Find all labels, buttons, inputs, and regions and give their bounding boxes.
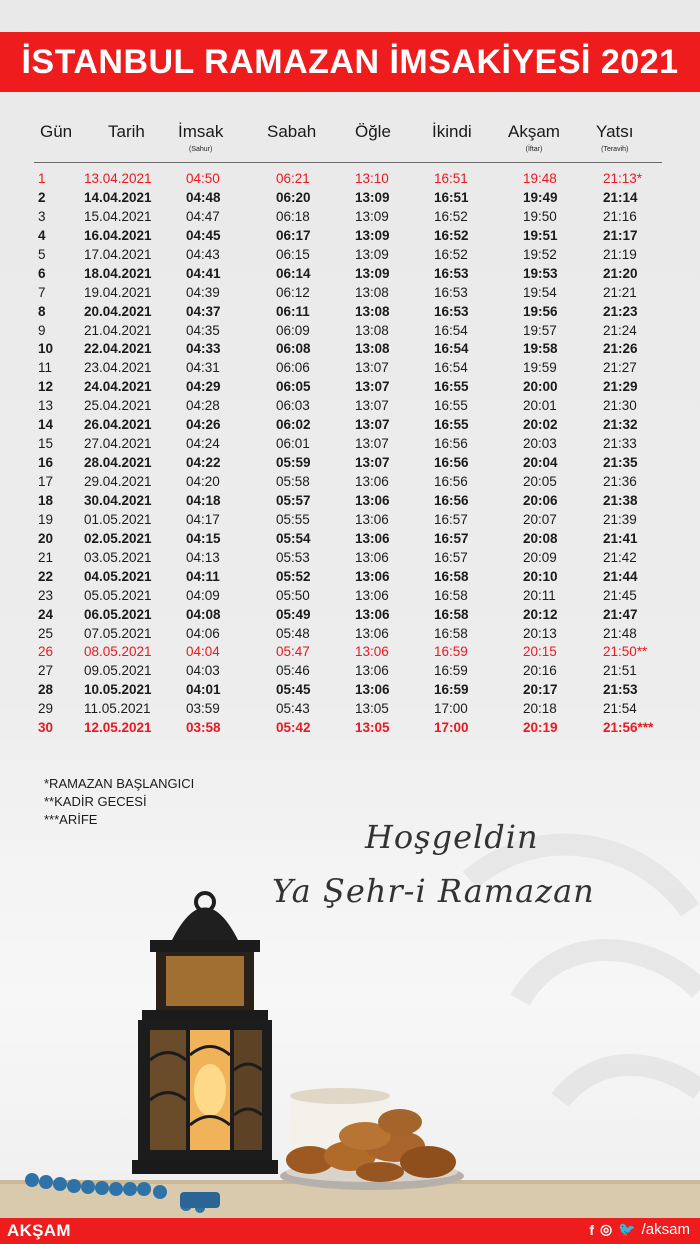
table-row xyxy=(0,587,700,606)
cell-ikindi: 16:58 xyxy=(434,606,469,622)
table-row xyxy=(0,643,700,662)
cell-day: 20 xyxy=(38,530,54,546)
cell-ogle: 13:08 xyxy=(355,303,390,319)
cell-ikindi: 16:58 xyxy=(434,625,468,641)
column-header-imsak: İmsak (Sahur) xyxy=(178,122,224,153)
cell-ogle: 13:06 xyxy=(355,606,390,622)
cell-aksam: 20:10 xyxy=(523,568,558,584)
table-row xyxy=(0,246,700,265)
cell-yatsi: 21:45 xyxy=(603,587,637,603)
cell-imsak: 04:31 xyxy=(186,360,220,376)
cell-sabah: 05:47 xyxy=(276,644,310,660)
cell-ogle: 13:06 xyxy=(355,568,390,584)
cell-sabah: 06:06 xyxy=(276,360,310,376)
cell-ogle: 13:06 xyxy=(355,587,389,603)
cell-yatsi: 21:36 xyxy=(603,474,637,489)
cell-imsak: 04:13 xyxy=(186,549,220,565)
cell-ikindi: 16:59 xyxy=(434,682,469,698)
cell-aksam: 20:13 xyxy=(523,625,557,641)
cell-yatsi: 21:53 xyxy=(603,682,638,698)
cell-date: 09.05.2021 xyxy=(84,663,152,679)
cell-day: 5 xyxy=(38,246,46,262)
table-row xyxy=(0,700,700,719)
cell-ogle: 13:07 xyxy=(355,417,390,433)
cell-sabah: 05:43 xyxy=(276,701,310,717)
cell-imsak: 04:11 xyxy=(186,568,220,584)
cell-imsak: 04:22 xyxy=(186,455,221,471)
table-row xyxy=(0,681,700,700)
cell-day: 27 xyxy=(38,663,54,679)
cell-ikindi: 16:54 xyxy=(434,322,468,338)
cell-imsak: 04:41 xyxy=(186,265,221,281)
cell-yatsi: 21:26 xyxy=(603,341,638,357)
cell-aksam: 19:58 xyxy=(523,341,558,357)
cell-sabah: 06:20 xyxy=(276,189,311,205)
cell-imsak: 04:18 xyxy=(186,492,221,508)
cell-yatsi: 21:44 xyxy=(603,568,638,584)
cell-ogle: 13:09 xyxy=(355,246,389,262)
cell-day: 29 xyxy=(38,701,54,717)
table-row xyxy=(0,227,700,246)
footer-bar xyxy=(0,1218,700,1244)
footnote-kadir: **KADİR GECESİ xyxy=(44,794,147,809)
cell-date: 01.05.2021 xyxy=(84,511,152,527)
cell-aksam: 20:06 xyxy=(523,492,558,508)
table-row xyxy=(0,170,700,189)
cell-date: 05.05.2021 xyxy=(84,587,152,603)
cell-imsak: 04:50 xyxy=(186,171,220,186)
cell-aksam: 19:50 xyxy=(523,208,557,224)
cell-imsak: 04:06 xyxy=(186,625,220,641)
cell-aksam: 19:51 xyxy=(523,227,558,243)
cell-date: 14.04.2021 xyxy=(84,189,152,205)
table-row xyxy=(0,303,700,322)
table-row xyxy=(0,359,700,378)
cell-day: 11 xyxy=(38,360,53,376)
cell-ogle: 13:06 xyxy=(355,549,389,565)
table-row xyxy=(0,492,700,511)
cell-aksam: 20:05 xyxy=(523,474,557,489)
column-header-gun: Gün xyxy=(40,122,73,141)
cell-ikindi: 16:52 xyxy=(434,208,468,224)
cell-sabah: 06:01 xyxy=(276,436,310,452)
instagram-icon[interactable]: ◎ xyxy=(599,1221,613,1237)
cell-ikindi: 16:51 xyxy=(434,189,469,205)
cell-date: 27.04.2021 xyxy=(84,436,152,452)
cell-aksam: 19:59 xyxy=(523,360,557,376)
cell-imsak: 04:09 xyxy=(186,587,220,603)
cell-day: 9 xyxy=(38,322,46,338)
cell-ikindi: 17:00 xyxy=(434,720,469,736)
cell-sabah: 05:49 xyxy=(276,606,311,622)
cell-aksam: 20:02 xyxy=(523,417,558,433)
cell-ogle: 13:07 xyxy=(355,360,389,376)
cell-sabah: 06:12 xyxy=(276,284,310,300)
cell-imsak: 04:35 xyxy=(186,322,220,338)
footnotes xyxy=(44,775,194,829)
cell-sabah: 06:08 xyxy=(276,341,311,357)
cell-day: 17 xyxy=(38,474,54,489)
table-row xyxy=(0,416,700,435)
cell-ikindi: 16:54 xyxy=(434,360,468,376)
cell-yatsi: 21:54 xyxy=(603,701,637,717)
cell-sabah: 06:02 xyxy=(276,417,311,433)
cell-date: 23.04.2021 xyxy=(84,360,152,376)
cell-sabah: 05:54 xyxy=(276,530,311,546)
table-row xyxy=(0,625,700,644)
cell-ikindi: 16:57 xyxy=(434,530,469,546)
cell-ogle: 13:08 xyxy=(355,284,389,300)
cell-ikindi: 16:51 xyxy=(434,171,468,186)
cell-ikindi: 16:55 xyxy=(434,398,468,414)
cell-yatsi: 21:48 xyxy=(603,625,637,641)
cell-date: 17.04.2021 xyxy=(84,246,152,262)
lantern-icon xyxy=(132,893,278,1174)
table-row xyxy=(0,265,700,284)
cell-ogle: 13:05 xyxy=(355,701,389,717)
brand-logo[interactable]: AKŞAM xyxy=(7,1221,71,1240)
cell-day: 3 xyxy=(38,208,46,224)
cell-yatsi: 21:47 xyxy=(603,606,638,622)
cell-imsak: 04:17 xyxy=(186,511,220,527)
table-row xyxy=(0,473,700,492)
cell-aksam: 20:11 xyxy=(523,587,556,603)
cell-ogle: 13:07 xyxy=(355,398,389,414)
cell-day: 7 xyxy=(38,284,46,300)
cell-ogle: 13:09 xyxy=(355,227,390,243)
cell-day: 10 xyxy=(38,341,54,357)
cell-imsak: 04:28 xyxy=(186,398,220,414)
cell-aksam: 20:08 xyxy=(523,530,558,546)
cell-aksam: 19:57 xyxy=(523,322,557,338)
table-row xyxy=(0,208,700,227)
cell-ogle: 13:07 xyxy=(355,455,390,471)
cell-yatsi: 21:14 xyxy=(603,189,638,205)
cell-aksam: 20:00 xyxy=(523,379,558,395)
cell-date: 08.05.2021 xyxy=(84,644,152,660)
cell-day: 4 xyxy=(38,227,46,243)
cell-day: 8 xyxy=(38,303,46,319)
cell-yatsi: 21:19 xyxy=(603,246,637,262)
cell-imsak: 04:01 xyxy=(186,682,221,698)
cell-day: 6 xyxy=(38,265,46,281)
cell-date: 04.05.2021 xyxy=(84,568,152,584)
cell-date: 26.04.2021 xyxy=(84,417,152,433)
cell-yatsi: 21:33 xyxy=(603,436,637,452)
cell-ogle: 13:06 xyxy=(355,625,389,641)
cell-imsak: 04:15 xyxy=(186,530,221,546)
cell-aksam: 20:17 xyxy=(523,682,558,698)
cell-sabah: 05:48 xyxy=(276,625,310,641)
cell-aksam: 20:04 xyxy=(523,455,558,471)
cell-sabah: 05:45 xyxy=(276,682,311,698)
schedule-table-body xyxy=(0,170,700,738)
cell-day: 18 xyxy=(38,492,54,508)
cell-day: 28 xyxy=(38,682,54,698)
column-header-aksam: Akşam (İftar) xyxy=(508,122,560,153)
cell-aksam: 19:49 xyxy=(523,189,558,205)
cell-imsak: 03:58 xyxy=(186,720,221,736)
cell-date: 21.04.2021 xyxy=(84,322,152,338)
header-divider xyxy=(34,162,662,163)
table-header xyxy=(0,116,700,162)
cell-date: 02.05.2021 xyxy=(84,530,152,546)
greeting-line-1: Hoşgeldin xyxy=(365,818,539,856)
cell-date: 18.04.2021 xyxy=(84,265,152,281)
cell-sabah: 06:09 xyxy=(276,322,310,338)
cell-aksam: 19:53 xyxy=(523,265,558,281)
cell-sabah: 05:52 xyxy=(276,568,311,584)
cell-ikindi: 16:56 xyxy=(434,436,468,452)
cell-aksam: 19:54 xyxy=(523,284,557,300)
cell-ogle: 13:06 xyxy=(355,511,389,527)
cell-ogle: 13:06 xyxy=(355,530,390,546)
cell-day: 1 xyxy=(38,171,46,186)
twitter-icon[interactable]: 🐦 xyxy=(618,1221,636,1237)
column-header-ogle: Öğle xyxy=(355,122,391,141)
cell-ikindi: 16:55 xyxy=(434,379,469,395)
column-header-tarih: Tarih xyxy=(108,122,145,141)
cell-day: 22 xyxy=(38,568,54,584)
social-links xyxy=(589,1221,690,1238)
cell-ogle: 13:06 xyxy=(355,644,389,660)
cell-yatsi: 21:21 xyxy=(603,284,637,300)
cell-day: 21 xyxy=(38,549,54,565)
cell-date: 06.05.2021 xyxy=(84,606,152,622)
cell-ikindi: 17:00 xyxy=(434,701,468,717)
cell-yatsi: 21:56*** xyxy=(603,720,654,736)
cell-ikindi: 16:55 xyxy=(434,417,469,433)
table-row xyxy=(0,511,700,530)
table-row xyxy=(0,454,700,473)
cell-sabah: 06:21 xyxy=(276,171,310,186)
cell-yatsi: 21:50** xyxy=(603,644,648,660)
cell-aksam: 20:15 xyxy=(523,644,557,660)
cell-aksam: 20:19 xyxy=(523,720,558,736)
cell-aksam: 20:18 xyxy=(523,701,557,717)
cell-aksam: 20:03 xyxy=(523,436,557,452)
cell-ogle: 13:05 xyxy=(355,720,390,736)
cell-date: 24.04.2021 xyxy=(84,379,152,395)
cell-yatsi: 21:13* xyxy=(603,171,643,186)
cell-imsak: 04:03 xyxy=(186,663,220,679)
cell-yatsi: 21:39 xyxy=(603,511,637,527)
table-row xyxy=(0,530,700,549)
cell-yatsi: 21:38 xyxy=(603,492,638,508)
cell-day: 14 xyxy=(38,417,54,433)
cell-ogle: 13:06 xyxy=(355,492,390,508)
table-row xyxy=(0,340,700,359)
footnote-arife: ***ARİFE xyxy=(44,812,98,827)
cell-sabah: 05:57 xyxy=(276,492,311,508)
table-row xyxy=(0,435,700,454)
cell-date: 29.04.2021 xyxy=(84,474,152,489)
cell-date: 10.05.2021 xyxy=(84,682,152,698)
cell-date: 13.04.2021 xyxy=(84,171,152,186)
cell-date: 03.05.2021 xyxy=(84,549,152,565)
cell-ikindi: 16:52 xyxy=(434,246,468,262)
cell-imsak: 04:45 xyxy=(186,227,221,243)
column-header-yatsi: Yatsı (Teravih) xyxy=(596,122,634,153)
cell-yatsi: 21:17 xyxy=(603,227,638,243)
cell-aksam: 19:56 xyxy=(523,303,558,319)
cell-ikindi: 16:56 xyxy=(434,492,469,508)
cell-ikindi: 16:53 xyxy=(434,284,468,300)
column-header-ikindi: İkindi xyxy=(432,122,472,141)
cell-imsak: 04:43 xyxy=(186,246,220,262)
cell-aksam: 20:07 xyxy=(523,511,557,527)
cell-date: 11.05.2021 xyxy=(84,701,151,717)
table-row xyxy=(0,606,700,625)
table-row xyxy=(0,378,700,397)
table-row xyxy=(0,568,700,587)
cell-ikindi: 16:52 xyxy=(434,227,469,243)
cell-ogle: 13:06 xyxy=(355,663,389,679)
cell-ogle: 13:07 xyxy=(355,379,390,395)
cell-ikindi: 16:59 xyxy=(434,663,468,679)
cell-imsak: 04:08 xyxy=(186,606,221,622)
cell-ikindi: 16:53 xyxy=(434,303,469,319)
cell-imsak: 04:29 xyxy=(186,379,221,395)
cell-sabah: 05:50 xyxy=(276,587,310,603)
cell-aksam: 19:52 xyxy=(523,246,557,262)
cell-ogle: 13:06 xyxy=(355,682,390,698)
cell-sabah: 05:46 xyxy=(276,663,310,679)
cell-yatsi: 21:16 xyxy=(603,208,637,224)
cell-sabah: 05:58 xyxy=(276,474,310,489)
cell-date: 16.04.2021 xyxy=(84,227,152,243)
cell-imsak: 04:47 xyxy=(186,208,220,224)
cell-ikindi: 16:57 xyxy=(434,549,468,565)
cell-ogle: 13:08 xyxy=(355,322,389,338)
cell-imsak: 04:48 xyxy=(186,189,221,205)
cell-yatsi: 21:27 xyxy=(603,360,637,376)
cell-sabah: 06:11 xyxy=(276,303,310,319)
cell-day: 25 xyxy=(38,625,54,641)
cell-ikindi: 16:58 xyxy=(434,587,468,603)
cell-aksam: 20:12 xyxy=(523,606,558,622)
cell-sabah: 05:53 xyxy=(276,549,310,565)
cell-sabah: 05:59 xyxy=(276,455,311,471)
cell-ikindi: 16:56 xyxy=(434,455,469,471)
cell-imsak: 04:33 xyxy=(186,341,221,357)
cell-yatsi: 21:23 xyxy=(603,303,638,319)
cell-date: 22.04.2021 xyxy=(84,341,152,357)
cell-ikindi: 16:58 xyxy=(434,568,469,584)
cell-imsak: 03:59 xyxy=(186,701,220,717)
cell-imsak: 04:39 xyxy=(186,284,220,300)
cell-sabah: 06:15 xyxy=(276,246,310,262)
cell-date: 30.04.2021 xyxy=(84,492,152,508)
table-row xyxy=(0,189,700,208)
cell-day: 15 xyxy=(38,436,54,452)
greeting-line-2: Ya Şehr-i Ramazan xyxy=(272,872,595,910)
cell-yatsi: 21:42 xyxy=(603,549,637,565)
cell-ikindi: 16:56 xyxy=(434,474,468,489)
cell-ogle: 13:09 xyxy=(355,208,389,224)
cell-ogle: 13:09 xyxy=(355,189,390,205)
cell-sabah: 05:55 xyxy=(276,511,310,527)
cell-ogle: 13:09 xyxy=(355,265,390,281)
cell-ikindi: 16:53 xyxy=(434,265,469,281)
cell-ikindi: 16:54 xyxy=(434,341,469,357)
cell-date: 20.04.2021 xyxy=(84,303,152,319)
cell-imsak: 04:24 xyxy=(186,436,220,452)
cell-date: 15.04.2021 xyxy=(84,208,152,224)
cell-aksam: 20:16 xyxy=(523,663,557,679)
cell-day: 19 xyxy=(38,511,54,527)
cell-yatsi: 21:24 xyxy=(603,322,637,338)
cell-sabah: 06:17 xyxy=(276,227,311,243)
cell-ogle: 13:08 xyxy=(355,341,390,357)
cell-imsak: 04:37 xyxy=(186,303,221,319)
cell-yatsi: 21:20 xyxy=(603,265,638,281)
cell-aksam: 19:48 xyxy=(523,171,557,186)
cell-date: 19.04.2021 xyxy=(84,284,152,300)
table-row xyxy=(0,322,700,341)
facebook-icon[interactable]: f xyxy=(589,1221,594,1238)
cell-ogle: 13:06 xyxy=(355,474,389,489)
cell-date: 12.05.2021 xyxy=(84,720,152,736)
cell-imsak: 04:20 xyxy=(186,474,220,489)
cell-aksam: 20:01 xyxy=(523,398,557,414)
cell-sabah: 06:14 xyxy=(276,265,311,281)
cell-sabah: 06:03 xyxy=(276,398,310,414)
cell-day: 2 xyxy=(38,189,46,205)
cell-ogle: 13:07 xyxy=(355,436,389,452)
column-header-sabah: Sabah xyxy=(267,122,317,141)
table-row xyxy=(0,284,700,303)
cell-yatsi: 21:32 xyxy=(603,417,638,433)
cell-day: 23 xyxy=(38,587,54,603)
cell-sabah: 06:18 xyxy=(276,208,310,224)
cell-ikindi: 16:59 xyxy=(434,644,468,660)
cell-imsak: 04:04 xyxy=(186,644,220,660)
cell-date: 07.05.2021 xyxy=(84,625,152,641)
cell-sabah: 06:05 xyxy=(276,379,311,395)
cell-yatsi: 21:51 xyxy=(603,663,637,679)
cell-day: 12 xyxy=(38,379,54,395)
cell-yatsi: 21:30 xyxy=(603,398,637,414)
cell-day: 13 xyxy=(38,398,54,414)
cell-yatsi: 21:29 xyxy=(603,379,638,395)
cell-day: 16 xyxy=(38,455,54,471)
table-row xyxy=(0,549,700,568)
cell-day: 24 xyxy=(38,606,54,622)
cell-imsak: 04:26 xyxy=(186,417,221,433)
cell-ikindi: 16:57 xyxy=(434,511,468,527)
table-row xyxy=(0,397,700,416)
cell-day: 30 xyxy=(38,720,54,736)
footnote-start: *RAMAZAN BAŞLANGICI xyxy=(44,776,195,791)
cell-ogle: 13:10 xyxy=(355,171,389,186)
table-row xyxy=(0,719,700,738)
cell-yatsi: 21:35 xyxy=(603,455,638,471)
cell-sabah: 05:42 xyxy=(276,720,311,736)
page-title: İSTANBUL RAMAZAN İMSAKİYESİ 2021 xyxy=(0,32,700,92)
cell-date: 25.04.2021 xyxy=(84,398,152,414)
lantern-and-dates-illustration xyxy=(0,880,700,1220)
cell-date: 28.04.2021 xyxy=(84,455,152,471)
cell-aksam: 20:09 xyxy=(523,549,557,565)
table-row xyxy=(0,662,700,681)
social-handle[interactable]: /aksam xyxy=(641,1221,690,1238)
cell-day: 26 xyxy=(38,644,54,660)
cell-yatsi: 21:41 xyxy=(603,530,638,546)
